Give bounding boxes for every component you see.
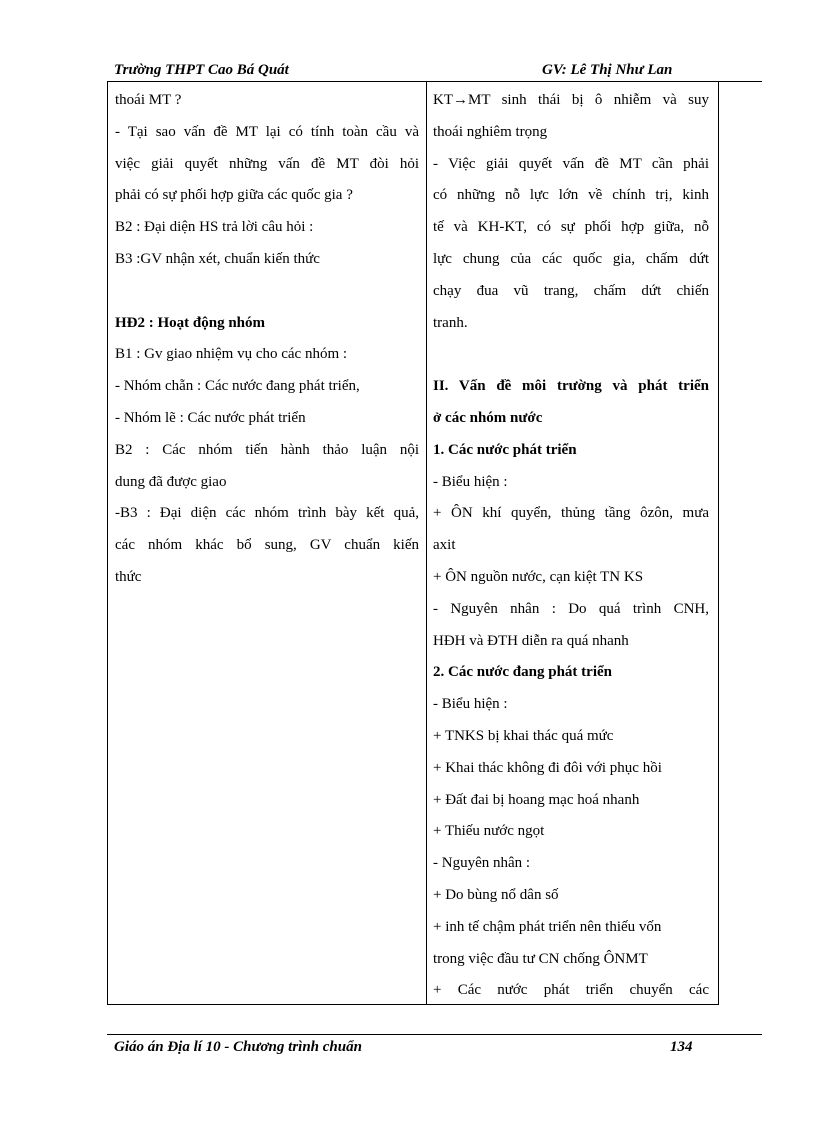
- text-line: dung đã được giao: [115, 473, 227, 490]
- text-line: + TNKS bị khai thác quá mức: [433, 727, 614, 744]
- column-divider: [426, 81, 427, 1004]
- text-line: 1. Các nước phát triển: [433, 441, 577, 458]
- text-line: + inh tế chậm phát triển nên thiếu vốn: [433, 918, 662, 935]
- lesson-table: [107, 81, 719, 1005]
- text-line: chạy đua vũ trang, chấm dứt chiến: [433, 282, 709, 299]
- teacher-name: GV: Lê Thị Như Lan: [542, 62, 673, 78]
- text-line: - Tại sao vấn đề MT lại có tính toàn cầu và: [115, 123, 419, 140]
- text-line: - Việc giải quyết vấn đề MT cần phải: [433, 155, 709, 172]
- text-line: ở các nhóm nước: [433, 409, 543, 426]
- text-line: - Nhóm chẵn : Các nước đang phát triển,: [115, 378, 360, 395]
- page-number: 134: [670, 1039, 693, 1055]
- text-line: có những nỗ lực lớn về chính trị, kinh: [433, 187, 709, 204]
- text-line: lực chung của các quốc gia, chấm dứt: [433, 250, 709, 267]
- text-line: + Các nước phát triển chuyển các: [433, 982, 709, 999]
- content-column: [433, 85, 709, 1007]
- text-line: II. Vấn đề môi trường và phát triển: [433, 378, 709, 395]
- text-line: - Biểu hiện :: [433, 473, 508, 490]
- text-line: HĐ2 : Hoạt động nhóm: [115, 314, 266, 331]
- text-line: - Biểu hiện :: [433, 696, 508, 713]
- text-line: phải có sự phối hợp giữa các quốc gia ?: [115, 187, 353, 204]
- text-line: thức: [115, 568, 142, 585]
- book-title: Giáo án Địa lí 10 - Chương trình chuẩn: [114, 1039, 362, 1055]
- text-line: tế và KH-KT, có sự phối hợp giữa, nỗ: [433, 219, 709, 236]
- text-line: - Nguyên nhân : Do quá trình CNH,: [433, 600, 709, 617]
- school-name: Trường THPT Cao Bá Quát: [114, 62, 289, 78]
- text-line: B1 : Gv giao nhiệm vụ cho các nhóm :: [115, 346, 348, 363]
- teacher-student-activity-column: [115, 85, 419, 594]
- text-line: axit: [433, 537, 456, 554]
- blank-line: [433, 339, 709, 371]
- text-line: KT→MT sinh thái bị ô nhiễm và suy: [433, 92, 709, 108]
- text-line: + Do bùng nổ dân số: [433, 886, 559, 903]
- text-line: + ÔN khí quyển, thủng tầng ôzôn, mưa: [433, 505, 709, 522]
- text-line: thoái MT ?: [115, 92, 182, 108]
- text-line: + Đất đai bị hoang mạc hoá nhanh: [433, 791, 640, 808]
- text-line: việc giải quyết những vấn đề MT đòi hỏi: [115, 155, 419, 172]
- text-line: B3 :GV nhận xét, chuẩn kiến thức: [115, 250, 320, 267]
- text-line: - Nhóm lẽ : Các nước phát triển: [115, 409, 306, 426]
- text-line: các nhóm khác bổ sung, GV chuẩn kiến: [115, 537, 419, 554]
- page-header: [107, 60, 762, 82]
- page-footer: [107, 1034, 762, 1059]
- text-line: - Nguyên nhân :: [433, 855, 531, 872]
- text-line: thoái nghiêm trọng: [433, 123, 548, 140]
- text-line: -B3 : Đại diện các nhóm trình bày kết quả,: [115, 505, 419, 522]
- text-line: B2 : Đại diện HS trả lời câu hỏi :: [115, 219, 314, 236]
- text-line: trong việc đầu tư CN chống ÔNMT: [433, 950, 648, 967]
- text-line: + Khai thác không đi đôi với phục hồi: [433, 759, 662, 776]
- text-line: HĐH và ĐTH diễn ra quá nhanh: [433, 632, 629, 649]
- blank-line: [115, 276, 419, 308]
- text-line: + ÔN nguồn nước, cạn kiệt TN KS: [433, 568, 644, 585]
- text-line: B2 : Các nhóm tiến hành thảo luận nội: [115, 441, 419, 458]
- text-line: 2. Các nước đang phát triển: [433, 664, 612, 681]
- text-line: tranh.: [433, 314, 468, 331]
- text-line: + Thiếu nước ngọt: [433, 823, 545, 840]
